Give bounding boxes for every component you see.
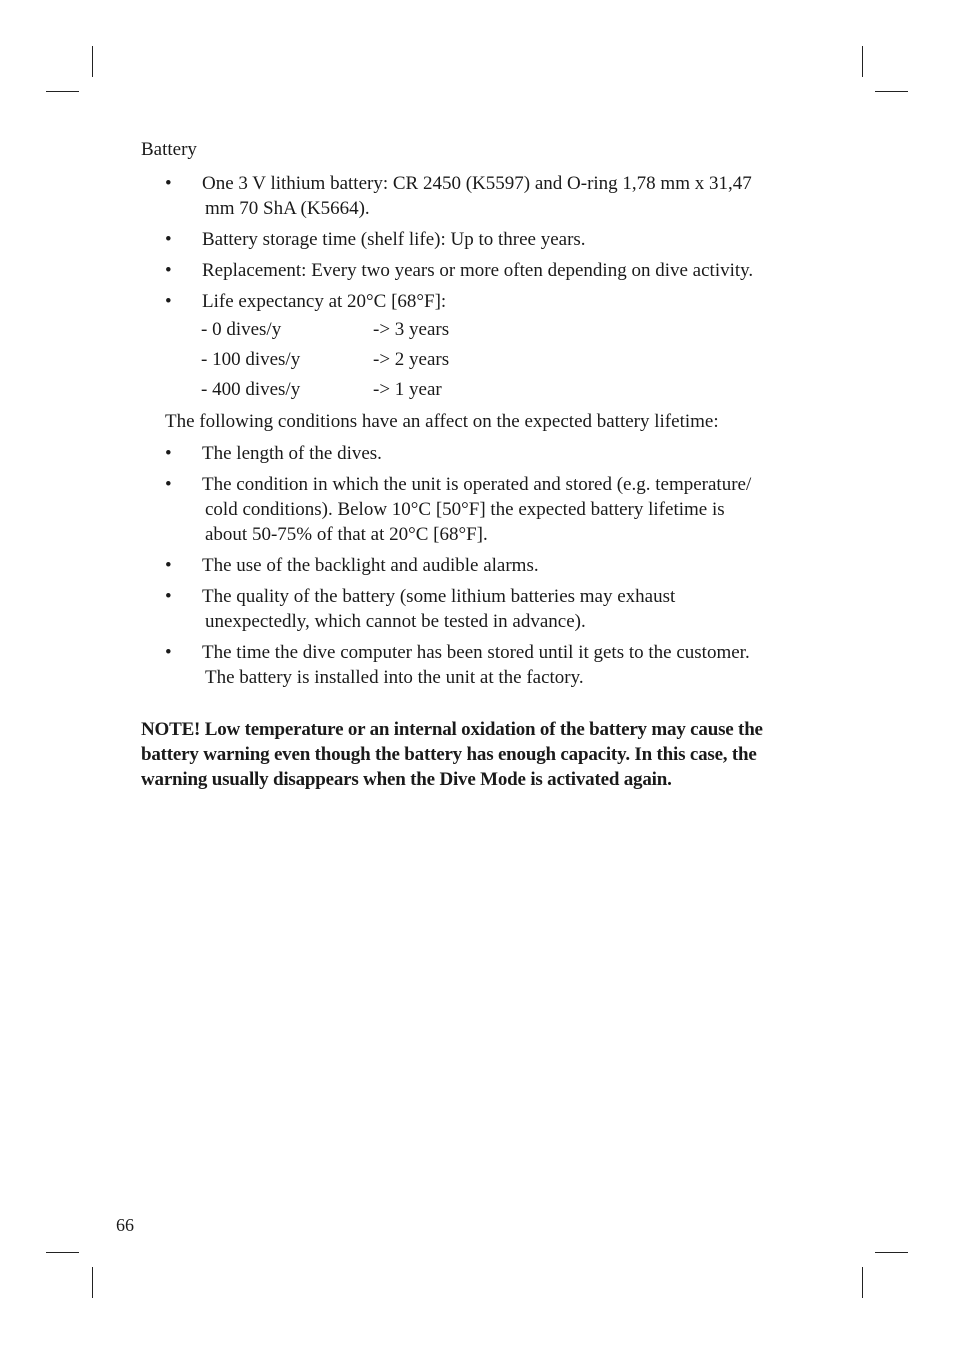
bullet-icon: •: [165, 642, 172, 663]
life-expectancy-table: [201, 317, 449, 407]
crop-mark-bottom-left-vertical: [92, 1267, 93, 1298]
crop-mark-top-left-vertical: [92, 46, 93, 77]
item-text-line: Replacement: Every two years or more often depending on dive activity.: [202, 260, 754, 281]
crop-mark-top-right-vertical: [862, 46, 863, 77]
dives-per-year: - 100 dives/y: [201, 349, 301, 370]
dives-per-year: - 400 dives/y: [201, 379, 301, 400]
bullet-icon: •: [165, 291, 172, 312]
list-item: [165, 472, 805, 547]
item-text-line: unexpectedly, which cannot be tested in advance).: [205, 611, 586, 632]
item-text-line: The condition in which the unit is operated and stored (e.g. temperature/: [202, 474, 752, 495]
item-text-line: The length of the dives.: [202, 443, 382, 464]
note-line: warning usually disappears when the Dive Mode is activated again.: [141, 769, 672, 790]
dives-per-year: - 0 dives/y: [201, 319, 282, 340]
bullet-icon: •: [165, 555, 172, 576]
conditions-intro: The following conditions have an affect on the expected battery lifetime:: [165, 411, 719, 432]
bullet-icon: •: [165, 474, 172, 495]
bullet-icon: •: [165, 586, 172, 607]
item-text-line: Life expectancy at 20°C [68°F]:: [202, 291, 447, 312]
section-title: Battery: [141, 139, 197, 160]
item-text-line: The time the dive computer has been stored until it gets to the customer.: [202, 642, 750, 663]
bullet-icon: •: [165, 229, 172, 250]
list-item: [165, 258, 805, 283]
item-text-line: The quality of the battery (some lithium batteries may exhaust: [202, 586, 676, 607]
item-text-line: Battery storage time (shelf life): Up to three years.: [202, 229, 586, 250]
crop-mark-top-left-horizontal: [46, 91, 79, 92]
crop-mark-bottom-right-vertical: [862, 1267, 863, 1298]
bullet-icon: •: [165, 173, 172, 194]
list-item: [165, 441, 805, 466]
crop-mark-top-right-horizontal: [875, 91, 908, 92]
expectancy-row: [201, 377, 449, 402]
expectancy-row: [201, 347, 449, 372]
item-text-line: cold conditions). Below 10°C [50°F] the expected battery lifetime is: [205, 499, 725, 520]
item-text-line: One 3 V lithium battery: CR 2450 (K5597) and O-ring 1,78 mm x 31,47: [202, 173, 752, 194]
item-text-line: about 50-75% of that at 20°C [68°F].: [205, 524, 488, 545]
note-line: battery warning even though the battery has enough capacity. In this case, the: [141, 744, 757, 765]
item-text-line: The battery is installed into the unit at the factory.: [205, 667, 584, 688]
expected-years: -> 2 years: [373, 349, 450, 370]
crop-mark-bottom-right-horizontal: [875, 1252, 908, 1253]
list-item: [165, 640, 805, 690]
expected-years: -> 1 year: [373, 379, 442, 400]
list-item: [165, 171, 805, 221]
item-text-line: mm 70 ShA (K5664).: [205, 198, 370, 219]
page-number: 66: [116, 1215, 134, 1235]
list-item: [165, 584, 805, 634]
expectancy-row: [201, 317, 449, 342]
list-item: [165, 227, 805, 252]
bullet-icon: •: [165, 260, 172, 281]
note-line: NOTE! Low temperature or an internal oxidation of the battery may cause the: [141, 719, 763, 740]
bullet-icon: •: [165, 443, 172, 464]
list-item: [165, 289, 805, 314]
battery-spec-list: [165, 171, 805, 320]
item-text-line: The use of the backlight and audible alarms.: [202, 555, 539, 576]
expected-years: -> 3 years: [373, 319, 450, 340]
crop-mark-bottom-left-horizontal: [46, 1252, 79, 1253]
list-item: [165, 553, 805, 578]
conditions-list: [165, 441, 805, 696]
battery-note: [141, 717, 821, 792]
